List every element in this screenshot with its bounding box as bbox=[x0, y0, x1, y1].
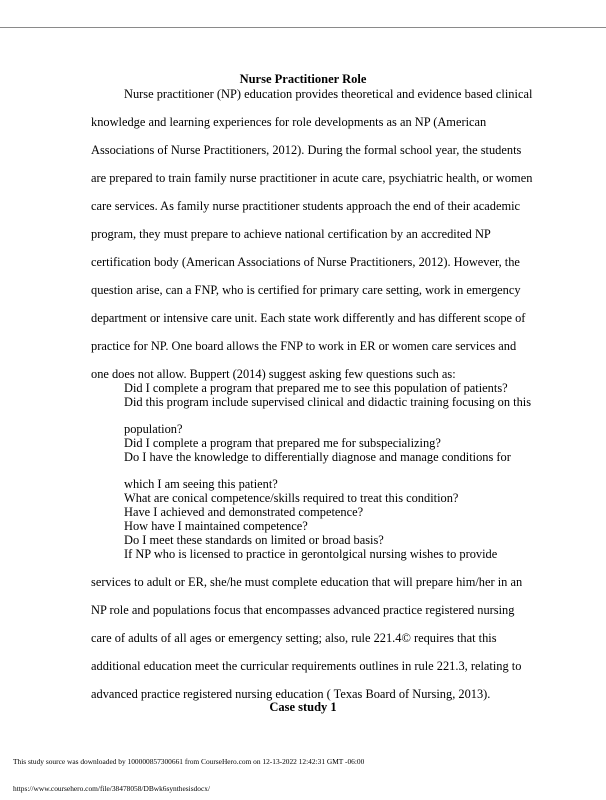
question-item: If NP who is licensed to practice in gerontolgical nursing wishes to provide bbox=[124, 547, 498, 561]
header-rule bbox=[0, 27, 606, 28]
paragraph1-line: certification body (American Associations of Nurse Practitioners, 2012). However, the bbox=[91, 255, 520, 269]
paragraph1-line: care services. As family nurse practitioner students approach the end of their academic bbox=[91, 199, 521, 213]
question-item: Did I complete a program that prepared me to see this population of patients? bbox=[124, 381, 508, 395]
source-url[interactable]: https://www.coursehero.com/file/38478058/DBwk6synthesisdocx/ bbox=[13, 784, 210, 793]
question-item: population? bbox=[124, 422, 183, 436]
question-item: Did this program include supervised clinical and didactic training focusing on this bbox=[124, 395, 532, 409]
paragraph2-line: care of adults of all ages or emergency setting; also, rule 221.4© requires that this bbox=[91, 631, 497, 645]
paragraph1-line: question arise, can a FNP, who is certified for primary care setting, work in emergency bbox=[91, 283, 521, 297]
paragraph1-line: knowledge and learning experiences for role developments as an NP (American bbox=[91, 115, 487, 129]
paragraph2-line: services to adult or ER, she/he must complete education that will prepare him/her in an bbox=[91, 575, 523, 589]
paragraph1-line: one does not allow. Buppert (2014) suggest asking few questions such as: bbox=[91, 367, 456, 381]
document-title: Nurse Practitioner Role bbox=[239, 72, 367, 86]
paragraph1-line: program, they must prepare to achieve national certification by an accredited NP bbox=[91, 227, 491, 241]
question-item: Do I have the knowledge to differentially diagnose and manage conditions for bbox=[124, 450, 511, 464]
question-item: Have I achieved and demonstrated competence? bbox=[124, 505, 364, 519]
question-item: Do I meet these standards on limited or broad basis? bbox=[124, 533, 384, 547]
case-study-heading: Case study 1 bbox=[269, 700, 337, 714]
paragraph1-line: Nurse practitioner (NP) education provides theoretical and evidence based clinical bbox=[124, 87, 533, 101]
paragraph1-line: are prepared to train family nurse practitioner in acute care, psychiatric health, or women bbox=[91, 171, 533, 185]
paragraph1-line: Associations of Nurse Practitioners, 2012). During the formal school year, the students bbox=[91, 143, 522, 157]
question-item: What are conical competence/skills required to treat this condition? bbox=[124, 491, 459, 505]
question-item: Did I complete a program that prepared me for subspecializing? bbox=[124, 436, 441, 450]
paragraph1-line: department or intensive care unit. Each state work differently and has different scope of bbox=[91, 311, 526, 325]
paragraph2-line: additional education meet the curricular requirements outlines in rule 221.3, relating to bbox=[91, 659, 522, 673]
download-notice: This study source was downloaded by 100000857300661 from CourseHero.com on 12-13-2022 12:42:31 GMT -06:00 bbox=[13, 757, 365, 766]
paragraph1-line: practice for NP. One board allows the FNP to work in ER or women care services and bbox=[91, 339, 517, 353]
paragraph2-line: advanced practice registered nursing education ( Texas Board of Nursing, 2013). bbox=[91, 687, 491, 701]
paragraph2-line: NP role and populations focus that encompasses advanced practice registered nursing bbox=[91, 603, 515, 617]
question-item: which I am seeing this patient? bbox=[124, 477, 278, 491]
question-item: How have I maintained competence? bbox=[124, 519, 308, 533]
